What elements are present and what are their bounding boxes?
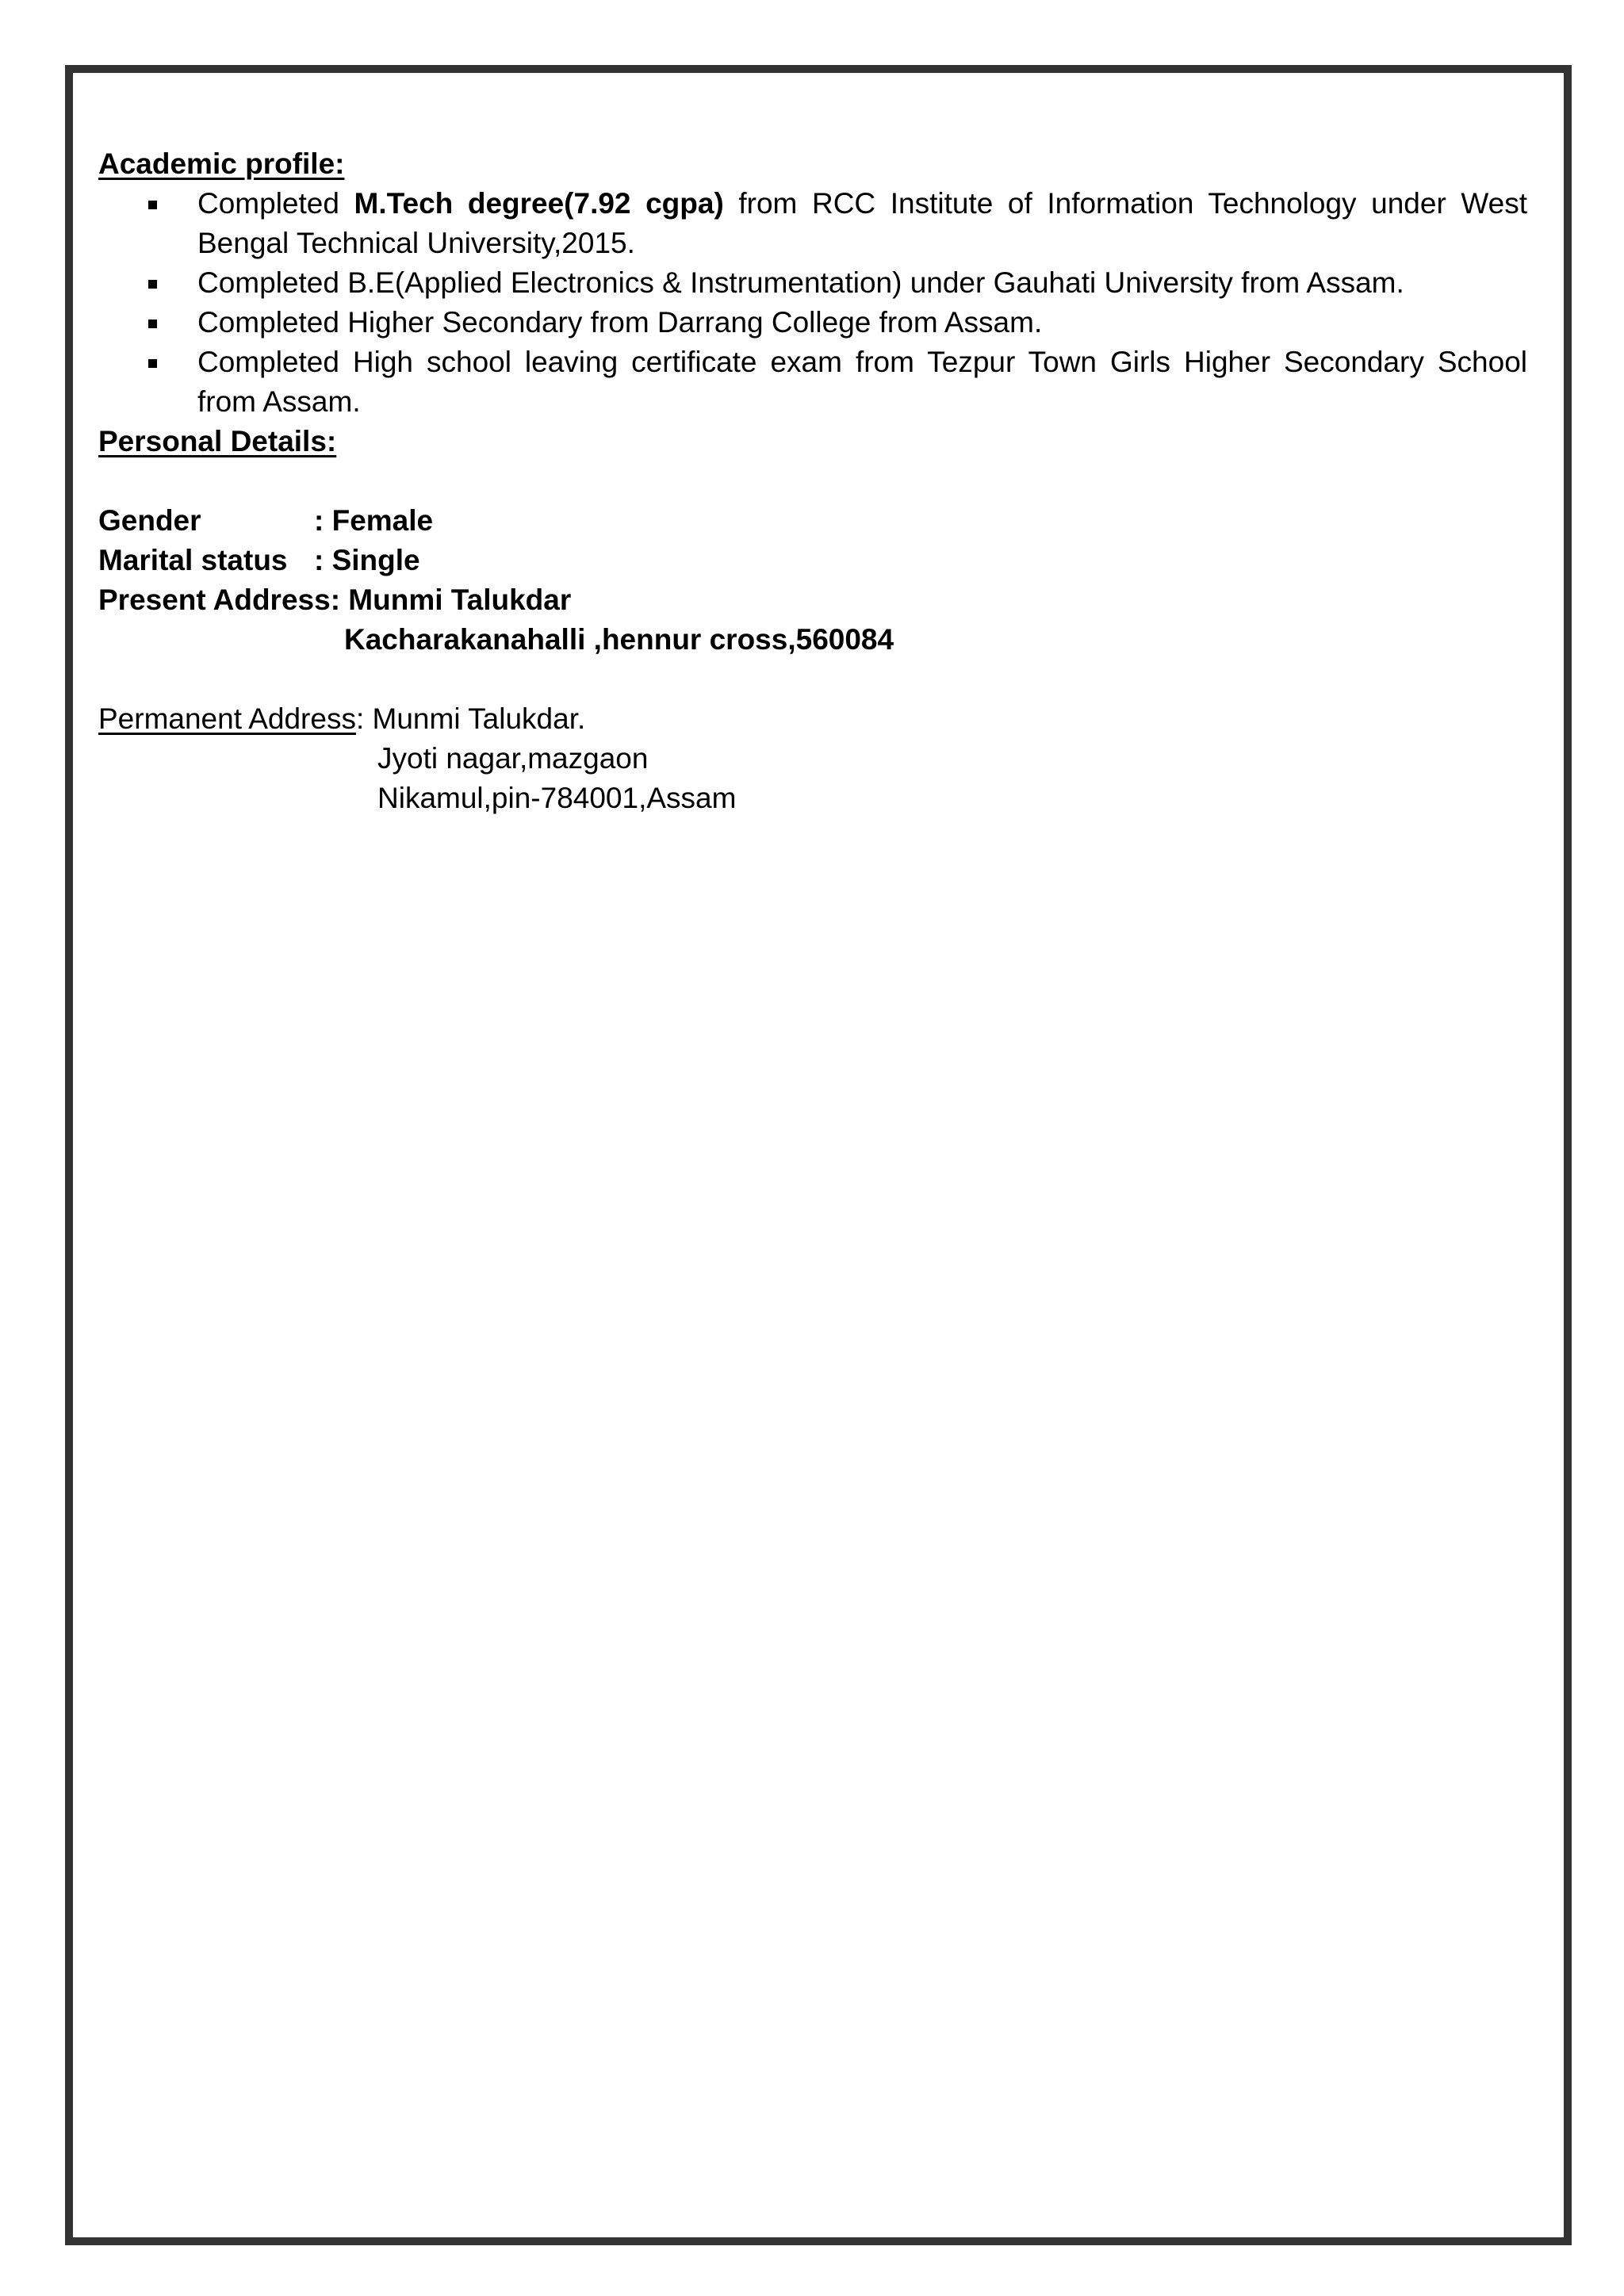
square-bullet-icon xyxy=(148,201,157,209)
square-bullet-icon xyxy=(148,280,157,289)
marital-value: : Single xyxy=(314,544,420,576)
list-item xyxy=(98,263,1527,303)
permanent-address-label: Permanent Address xyxy=(98,702,356,735)
present-address-row xyxy=(98,580,1527,620)
permanent-address-line1: : Munmi Talukdar. xyxy=(355,702,586,735)
present-address-label: Present Address xyxy=(98,584,331,616)
item-text: Completed Higher Secondary from Darrang College from Assam. xyxy=(197,306,1043,339)
item-text-bold: M.Tech degree(7.92 cgpa) xyxy=(354,187,724,220)
present-address-line1: : Munmi Talukdar xyxy=(330,584,572,616)
item-text: Completed High school leaving certificate exam from Tezpur Town Girls Higher Secondary School from Assam. xyxy=(197,346,1527,418)
item-text: Completed B.E(Applied Electronics & Instrumentation) under Gauhati University from Assam. xyxy=(197,266,1404,299)
academic-profile-heading: Academic profile: xyxy=(98,147,345,180)
marital-row xyxy=(98,541,1527,580)
personal-details-heading: Personal Details: xyxy=(98,425,337,457)
list-item xyxy=(98,303,1527,342)
permanent-address-line2: Jyoti nagar,mazgaon xyxy=(377,742,649,775)
square-bullet-icon xyxy=(148,320,157,328)
item-text-pre: Completed xyxy=(197,187,354,220)
marital-label: Marital status xyxy=(98,544,288,576)
resume-content xyxy=(98,144,1527,818)
present-address-line2: Kacharakanahalli ,hennur cross,560084 xyxy=(344,623,894,656)
permanent-address-row xyxy=(98,699,1527,739)
gender-value: : Female xyxy=(314,504,434,537)
gender-row xyxy=(98,501,1527,541)
permanent-address-line3: Nikamul,pin-784001,Assam xyxy=(377,782,737,814)
spacer xyxy=(98,461,1527,501)
gender-label: Gender xyxy=(98,504,201,537)
list-item xyxy=(98,184,1527,263)
spacer xyxy=(98,660,1527,699)
academic-list xyxy=(98,184,1527,422)
list-item xyxy=(98,342,1527,422)
square-bullet-icon xyxy=(148,359,157,368)
item-text-post: from RCC Institute of Information Technology under West Bengal Technical University,2015. xyxy=(197,187,1527,259)
